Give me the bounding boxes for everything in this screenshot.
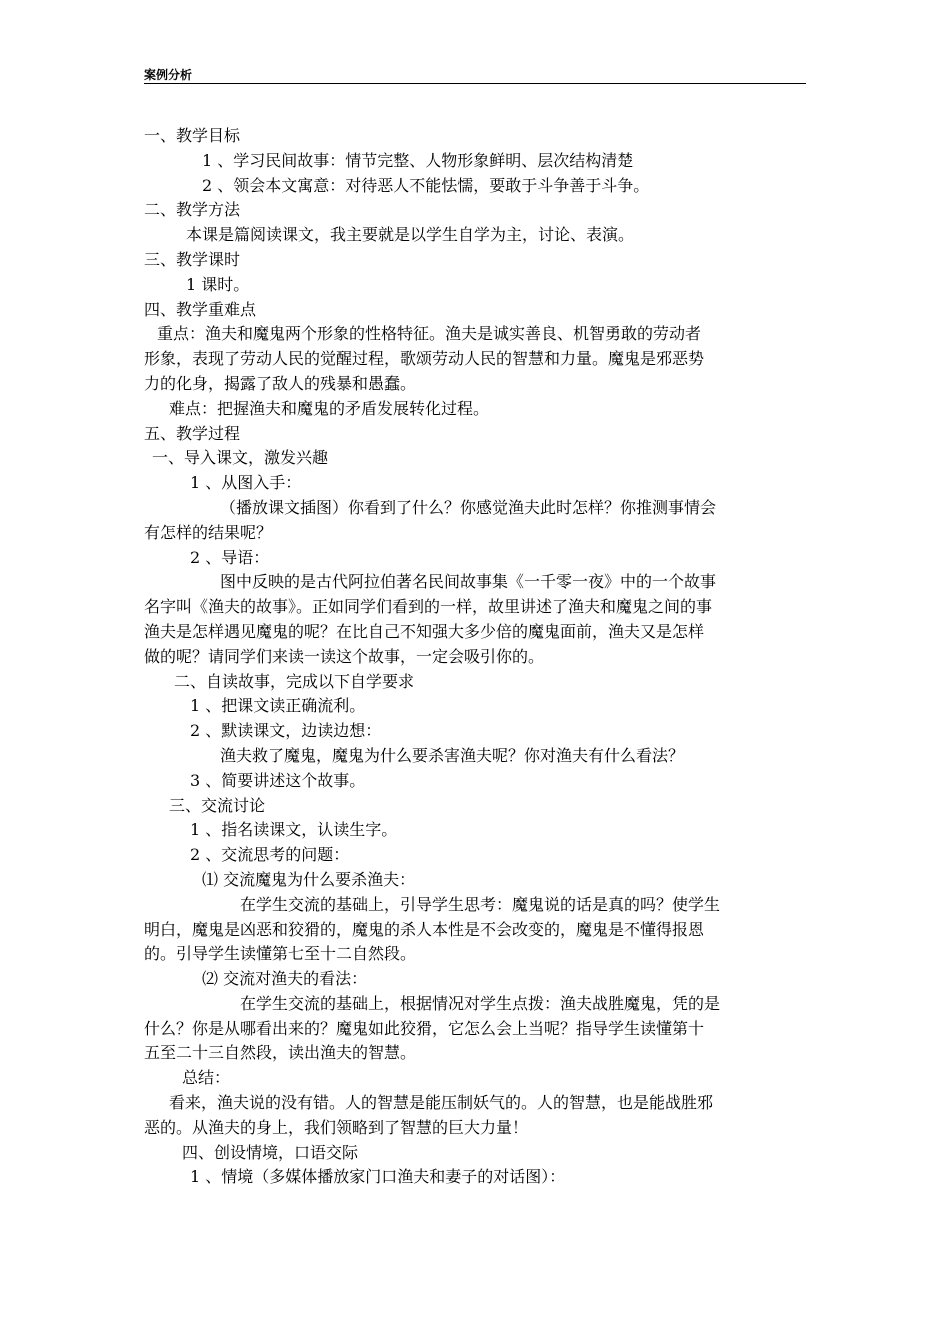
- paragraph-line: 恶的。从渔夫的身上，我们领略到了智慧的巨大力量！: [144, 1117, 529, 1137]
- section-heading: 四、教学重难点: [144, 299, 257, 319]
- paragraph-line: 力的化身，揭露了敌人的残暴和愚蠢。: [144, 373, 417, 393]
- list-item: 2 、交流思考的问题：: [190, 845, 350, 865]
- list-item: ⑵ 交流对渔夫的看法：: [202, 969, 368, 989]
- paragraph-line: 有怎样的结果呢？: [144, 522, 273, 542]
- subsection-heading: 三、交流讨论: [169, 795, 266, 815]
- paragraph-line: 的。引导学生读懂第七至十二自然段。: [144, 944, 417, 964]
- subsection-heading: 四、创设情境，口语交际: [182, 1142, 359, 1162]
- paragraph-line: 形象，表现了劳动人民的觉醒过程，歌颂劳动人民的智慧和力量。魔鬼是邪恶势: [144, 349, 705, 369]
- paragraph-line: 渔夫救了魔鬼，魔鬼为什么要杀害渔夫呢？你对渔夫有什么看法？: [220, 745, 685, 765]
- list-item: 2 、领会本文寓意：对待恶人不能怯懦，要敢于斗争善于斗争。: [202, 175, 650, 195]
- section-heading: 五、教学过程: [144, 423, 241, 443]
- paragraph-line: 图中反映的是古代阿拉伯著名民间故事集《一千零一夜》中的一个故事: [220, 572, 717, 592]
- section-heading: 三、教学课时: [144, 249, 241, 269]
- list-item: 2 、默读课文，边读边想：: [190, 721, 382, 741]
- header-label: 案例分析: [144, 68, 193, 82]
- subsection-heading: 一、导入课文，激发兴趣: [152, 448, 329, 468]
- paragraph-line: 什么？你是从哪看出来的？魔鬼如此狡猾，它怎么会上当呢？指导学生读懂第十: [144, 1018, 705, 1038]
- paragraph-line: （播放课文插图）你看到了什么？你感觉渔夫此时怎样？你推测事情会: [220, 497, 717, 517]
- list-item: 1 、指名读课文，认读生字。: [190, 820, 398, 840]
- paragraph-line: 1 课时。: [186, 274, 250, 294]
- paragraph-line: 五至二十三自然段，读出渔夫的智慧。: [144, 1043, 417, 1063]
- list-item: 1 、从图入手：: [190, 473, 302, 493]
- section-heading: 二、教学方法: [144, 200, 241, 220]
- paragraph-line: 做的呢？请同学们来读一读这个故事，一定会吸引你的。: [144, 646, 545, 666]
- list-item: 2 、导语：: [190, 547, 270, 567]
- paragraph-line: 本课是篇阅读课文，我主要就是以学生自学为主，讨论、表演。: [186, 225, 635, 245]
- list-item: ⑴ 交流魔鬼为什么要杀渔夫：: [202, 869, 416, 889]
- list-item: 1 、情境（多媒体播放家门口渔夫和妻子的对话图）：: [190, 1167, 566, 1187]
- paragraph-line: 看来，渔夫说的没有错。人的智慧是能压制妖气的。人的智慧，也是能战胜邪: [169, 1093, 714, 1113]
- list-item: 1 、把课文读正确流利。: [190, 696, 366, 716]
- paragraph-line: 重点：渔夫和魔鬼两个形象的性格特征。渔夫是诚实善良、机智勇敢的劳动者: [157, 324, 702, 344]
- paragraph-line: 名字叫《渔夫的故事》。正如同学们看到的一样，故里讲述了渔夫和魔鬼之间的事: [144, 597, 713, 617]
- document-body: [144, 124, 806, 1190]
- list-item: 3 、简要讲述这个故事。: [190, 770, 366, 790]
- section-heading: 一、教学目标: [144, 126, 241, 145]
- paragraph-line: 在学生交流的基础上，引导学生思考：魔鬼说的话是真的吗？使学生: [240, 894, 721, 914]
- paragraph-line: 渔夫是怎样遇见魔鬼的呢？在比自己不知强大多少倍的魔鬼面前，渔夫又是怎样: [144, 621, 705, 641]
- subsection-heading: 二、自读故事，完成以下自学要求: [174, 671, 415, 691]
- paragraph-line: 明白，魔鬼是凶恶和狡猾的，魔鬼的杀人本性是不会改变的，魔鬼是不懂得报恩: [144, 919, 705, 939]
- paragraph-line: 难点：把握渔夫和魔鬼的矛盾发展转化过程。: [169, 398, 490, 418]
- paragraph-line: 总结：: [182, 1068, 231, 1088]
- header-rule: [144, 83, 806, 84]
- paragraph-line: 在学生交流的基础上，根据情况对学生点拨：渔夫战胜魔鬼，凭的是: [240, 993, 721, 1013]
- list-item: 1 、学习民间故事：情节完整、人物形象鲜明、层次结构清楚: [202, 150, 634, 170]
